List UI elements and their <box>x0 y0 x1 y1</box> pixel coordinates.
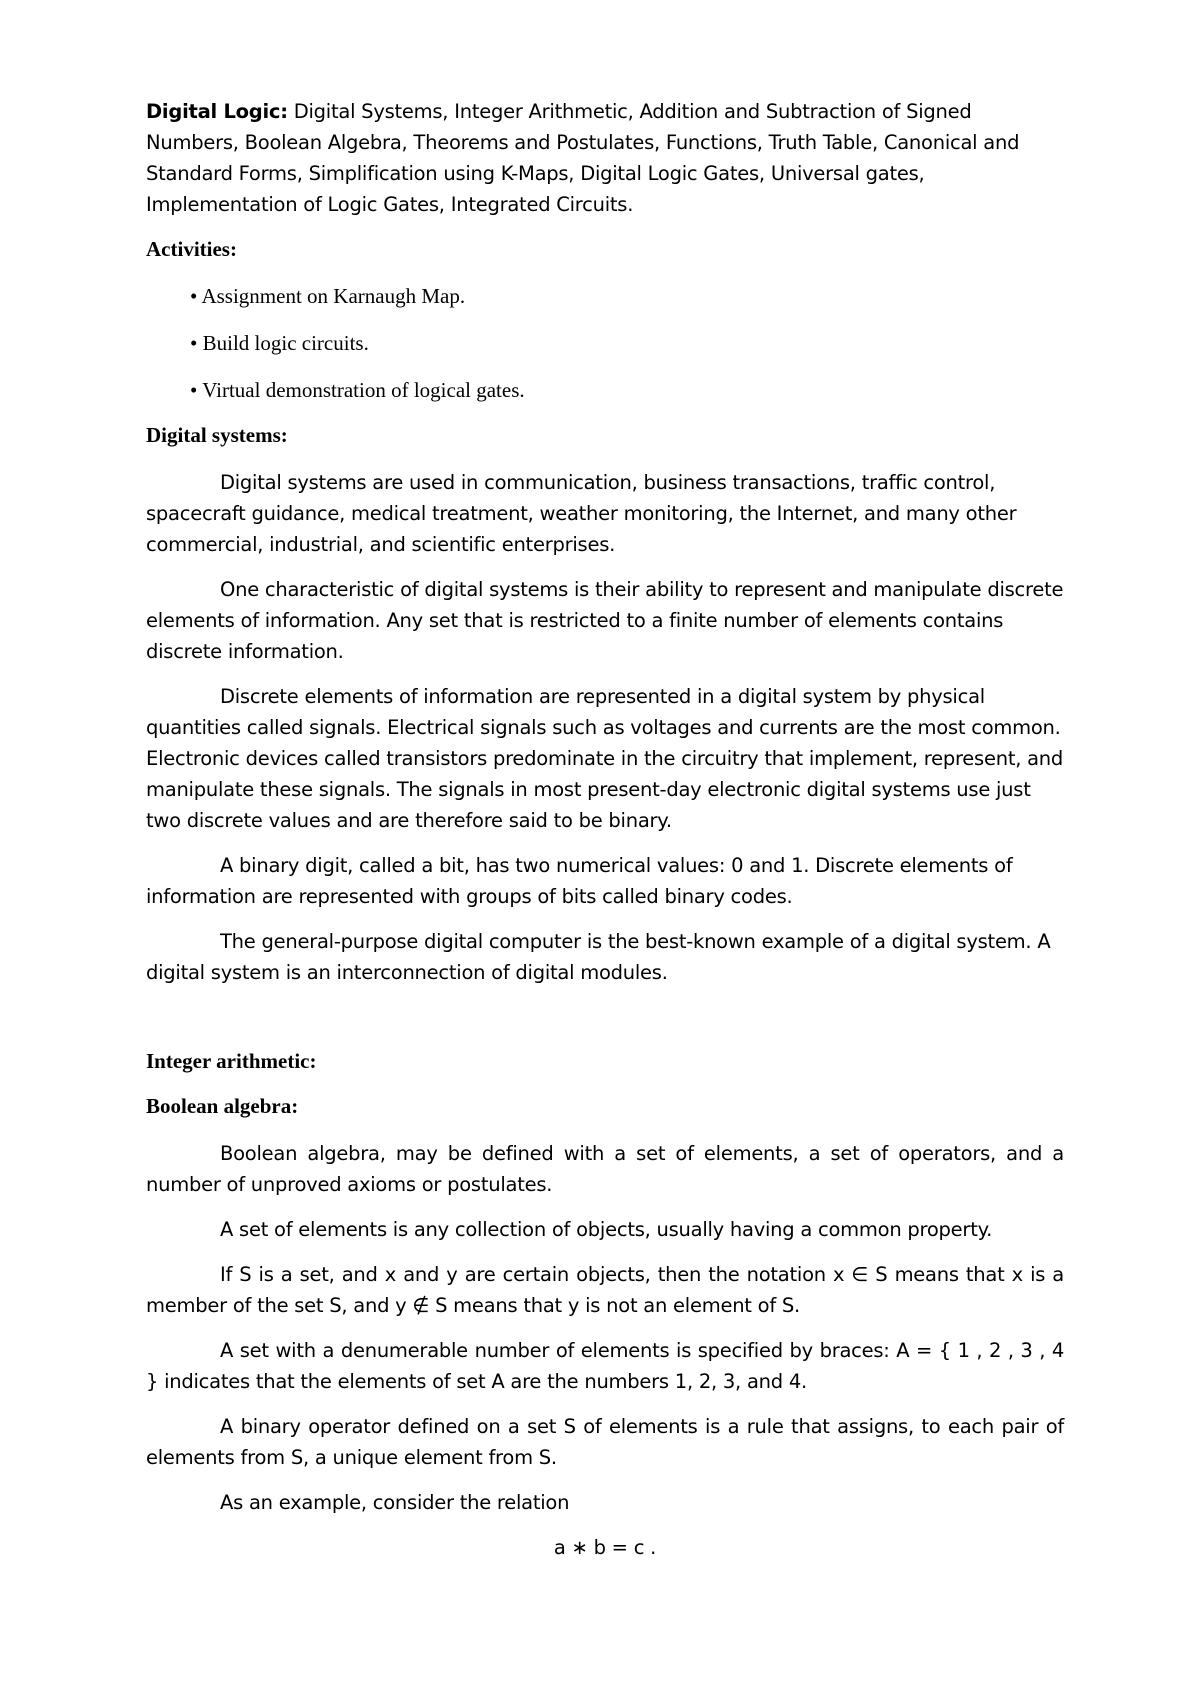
document-body <box>146 96 1064 1563</box>
boolean-algebra-heading: Boolean algebra: <box>146 1094 299 1118</box>
activities-heading: Activities: <box>146 237 237 261</box>
digital-systems-paragraph: A binary digit, called a bit, has two numerical values: 0 and 1. Discrete elements of information are represented with groups of bits called binary codes. <box>146 854 1013 908</box>
boolean-algebra-paragraph: If S is a set, and x and y are certain objects, then the notation x ∈ S means that x is a member of the set S, and y ∉ S means that y is not an element of S. <box>146 1263 1064 1317</box>
digital-systems-paragraph: One characteristic of digital systems is their ability to represent and manipulate discrete elements of information. Any set that is restricted to a finite number of elements contains discrete information. <box>146 578 1064 663</box>
boolean-algebra-paragraph: A set with a denumerable number of elements is specified by braces: A = { 1 , 2 , 3 , 4 } indicates that the elements of set A are the numbers 1, 2, 3, and 4. <box>146 1339 1064 1393</box>
integer-arithmetic-heading: Integer arithmetic: <box>146 1049 317 1073</box>
boolean-algebra-paragraph: A set of elements is any collection of objects, usually having a common property. <box>220 1218 993 1241</box>
digital-systems-paragraph: Digital systems are used in communication, business transactions, traffic control, spacecraft guidance, medical treatment, weather monitoring, the Internet, and many other commercial, industrial, and scientific enterprises. <box>146 471 1017 556</box>
intro-text: Digital Systems, Integer Arithmetic, Addition and Subtraction of Signed Numbers, Boolean Algebra, Theorems and Postulates, Functions, Truth Table, Canonical and Standard Forms, Simplification using K-Maps, Digital Logic Gates, Universal gates, Implementation of Logic Gates, Integrated Circuits. <box>146 100 1020 216</box>
boolean-algebra-paragraph: Boolean algebra, may be defined with a set of elements, a set of operators, and a number of unproved axioms or postulates. <box>146 1142 1064 1196</box>
digital-systems-paragraph: Discrete elements of information are represented in a digital system by physical quantities called signals. Electrical signals such as voltages and currents are the most common. Electronic devices called transistors predominate in the circuitry that implement, represent, and manipulate these signals. The signals in most present-day electronic digital systems use just two discrete values and are therefore said to be binary. <box>146 685 1064 832</box>
boolean-algebra-paragraph: A binary operator defined on a set S of elements is a rule that assigns, to each pair of elements from S, a unique element from S. <box>146 1415 1064 1469</box>
activity-item: • Virtual demonstration of logical gates. <box>190 378 525 402</box>
boolean-algebra-paragraph: As an example, consider the relation <box>220 1491 570 1514</box>
intro-label: Digital Logic: <box>146 100 288 123</box>
intro-paragraph <box>146 96 1064 220</box>
activity-item: • Assignment on Karnaugh Map. <box>190 284 466 308</box>
activity-item: • Build logic circuits. <box>190 331 369 355</box>
digital-systems-heading: Digital systems: <box>146 423 288 447</box>
digital-systems-paragraph: The general-purpose digital computer is the best-known example of a digital system. A digital system is an interconnection of digital modules. <box>146 930 1051 984</box>
relation-formula: a ∗ b = c . <box>553 1536 657 1559</box>
